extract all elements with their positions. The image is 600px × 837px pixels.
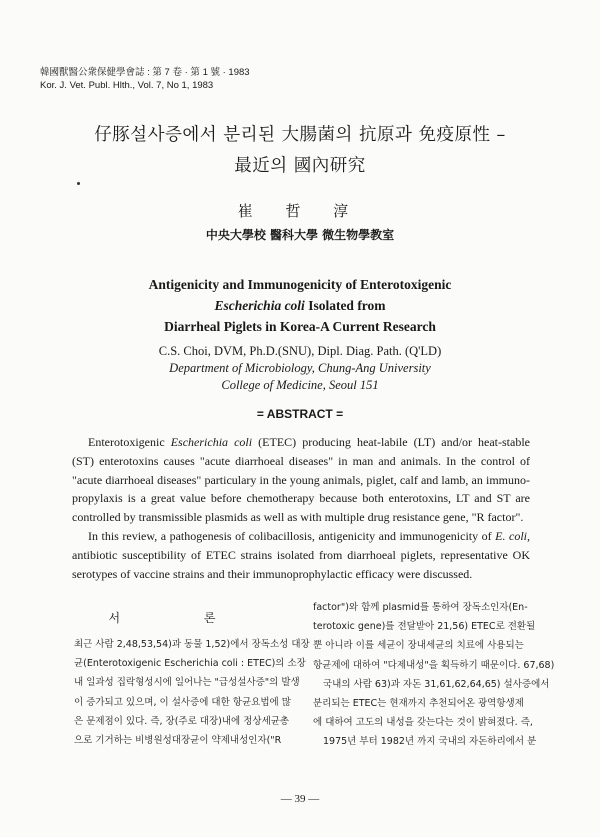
right-column xyxy=(313,598,555,752)
journal-citation-english: Kor. J. Vet. Publ. Hlth., Vol. 7, No 1, 1983 xyxy=(40,80,214,91)
right-line: 1975년 부터 1982년 까지 국내의 자돈하리에서 분 xyxy=(323,736,537,748)
korean-affiliation: 中央大學校 醫科大學 微生物學教室 xyxy=(205,228,395,242)
page-number: — 39 — xyxy=(280,793,320,805)
english-title-line1: Antigenicity and Immunogenicity of Enterotoxigenic xyxy=(148,277,452,292)
english-author-block xyxy=(0,343,600,394)
right-line: 항균제에 대하여 "다제내성"을 획득하기 때문이다. 67,68) xyxy=(313,659,555,671)
left-column xyxy=(74,635,310,750)
author-name: C.S. Choi, DVM, Ph.D.(SNU), Dipl. Diag. Path. (Q'LD) xyxy=(158,344,442,358)
abstract-paragraph-1 xyxy=(72,433,530,527)
abstract-body xyxy=(72,433,530,583)
left-line: 은 문제점이 있다. 즉, 장(주로 대장)내에 정상세균총 xyxy=(74,715,290,727)
abstract-p2-text-a: In this review, a pathogenesis of colibacillosis, antigenicity and immunogenicity of xyxy=(88,528,496,543)
english-title xyxy=(0,274,600,337)
author-college: College of Medicine, Seoul 151 xyxy=(221,378,379,392)
korean-title-line2: 最近의 國內研究 xyxy=(234,156,366,176)
author-department: Department of Microbiology, Chung-Ang University xyxy=(169,361,431,375)
korean-author: 崔 哲 淳 xyxy=(237,202,363,220)
english-title-line3: Diarrheal Piglets in Korea-A Current Research xyxy=(164,319,436,334)
speck-mark xyxy=(77,182,80,185)
right-line: 뿐 아니라 이를 세균이 장내세균의 치료에 사용되는 xyxy=(313,640,524,652)
left-line: 최근 사람 2,48,53,54)과 동물 1,52)에서 장독소성 대장 xyxy=(74,639,310,650)
right-line: terotoxic gene)를 전달받아 21,56) ETEC로 전환될 xyxy=(313,621,536,633)
right-line: factor")와 함께 plasmid를 통하여 장독소인자(En- xyxy=(313,602,528,613)
right-line: 에 대하여 고도의 내성을 갖는다는 것이 밝혀졌다. 즉, xyxy=(313,717,533,729)
left-line: 으로 기거하는 비병원성대장균이 약제내성인자("R xyxy=(74,735,282,747)
section-title-introduction: 서 론 xyxy=(108,611,256,625)
abstract-heading: = ABSTRACT = xyxy=(256,407,344,421)
english-title-line2 xyxy=(0,295,600,316)
english-title-organism: Escherichia coli xyxy=(214,298,305,313)
left-line: 이 증가되고 있으며, 이 설사증에 대한 항균요법에 많 xyxy=(74,696,291,708)
left-line: 균(Enterotoxigenic Escherichia coli : ETEC)의 소장 xyxy=(74,658,306,670)
right-line: 국내의 사람 63)과 자돈 31,61,62,64,65) 설사증에서 xyxy=(323,678,550,690)
abstract-p1-text-a: Enterotoxigenic xyxy=(88,435,171,449)
left-line: 내 일과성 집락형성시에 일어나는 "급성설사증"의 발생 xyxy=(74,677,300,689)
korean-title-line1: 仔豚설사증에서 분리된 大腸菌의 抗原과 免疫原性 – xyxy=(94,125,506,145)
right-line: 분리되는 ETEC는 현재까지 추천되어온 광역항생제 xyxy=(313,698,524,710)
abstract-p2-text-b: antibiotic susceptibility of ETEC strains isolated from diarrhoeal piglets, representative OK serotypes of vaccine strains and their immunoprophylactic efficacy were discussed. xyxy=(72,547,530,581)
journal-header xyxy=(40,66,250,92)
abstract-p1-organism: Escherichia coli xyxy=(170,435,253,449)
abstract-p1-text-b: (ETEC) producing heat-labile (LT) and/or heat-stable (ST) enterotoxins causes "acute diarrhoeal diseases" in man and animals. In the control of "acute diarrhoeal diseases" particulary in the young animals, piglet, calf and lamb, an immuno-propylaxis is a great value before chemotherapy because both enterotoxins, LT and ST are controlled by transmissible plasmids as well as with multiple drug resistance gene, "R factor". xyxy=(72,435,531,525)
journal-citation-korean: 韓國獸醫公衆保健學會誌 : 第 7 卷 · 第 1 號 · 1983 xyxy=(40,67,250,78)
english-title-line2-rest: Isolated from xyxy=(304,298,386,313)
abstract-p2-organism: E. coli, xyxy=(495,528,530,543)
abstract-paragraph-2 xyxy=(72,527,530,583)
